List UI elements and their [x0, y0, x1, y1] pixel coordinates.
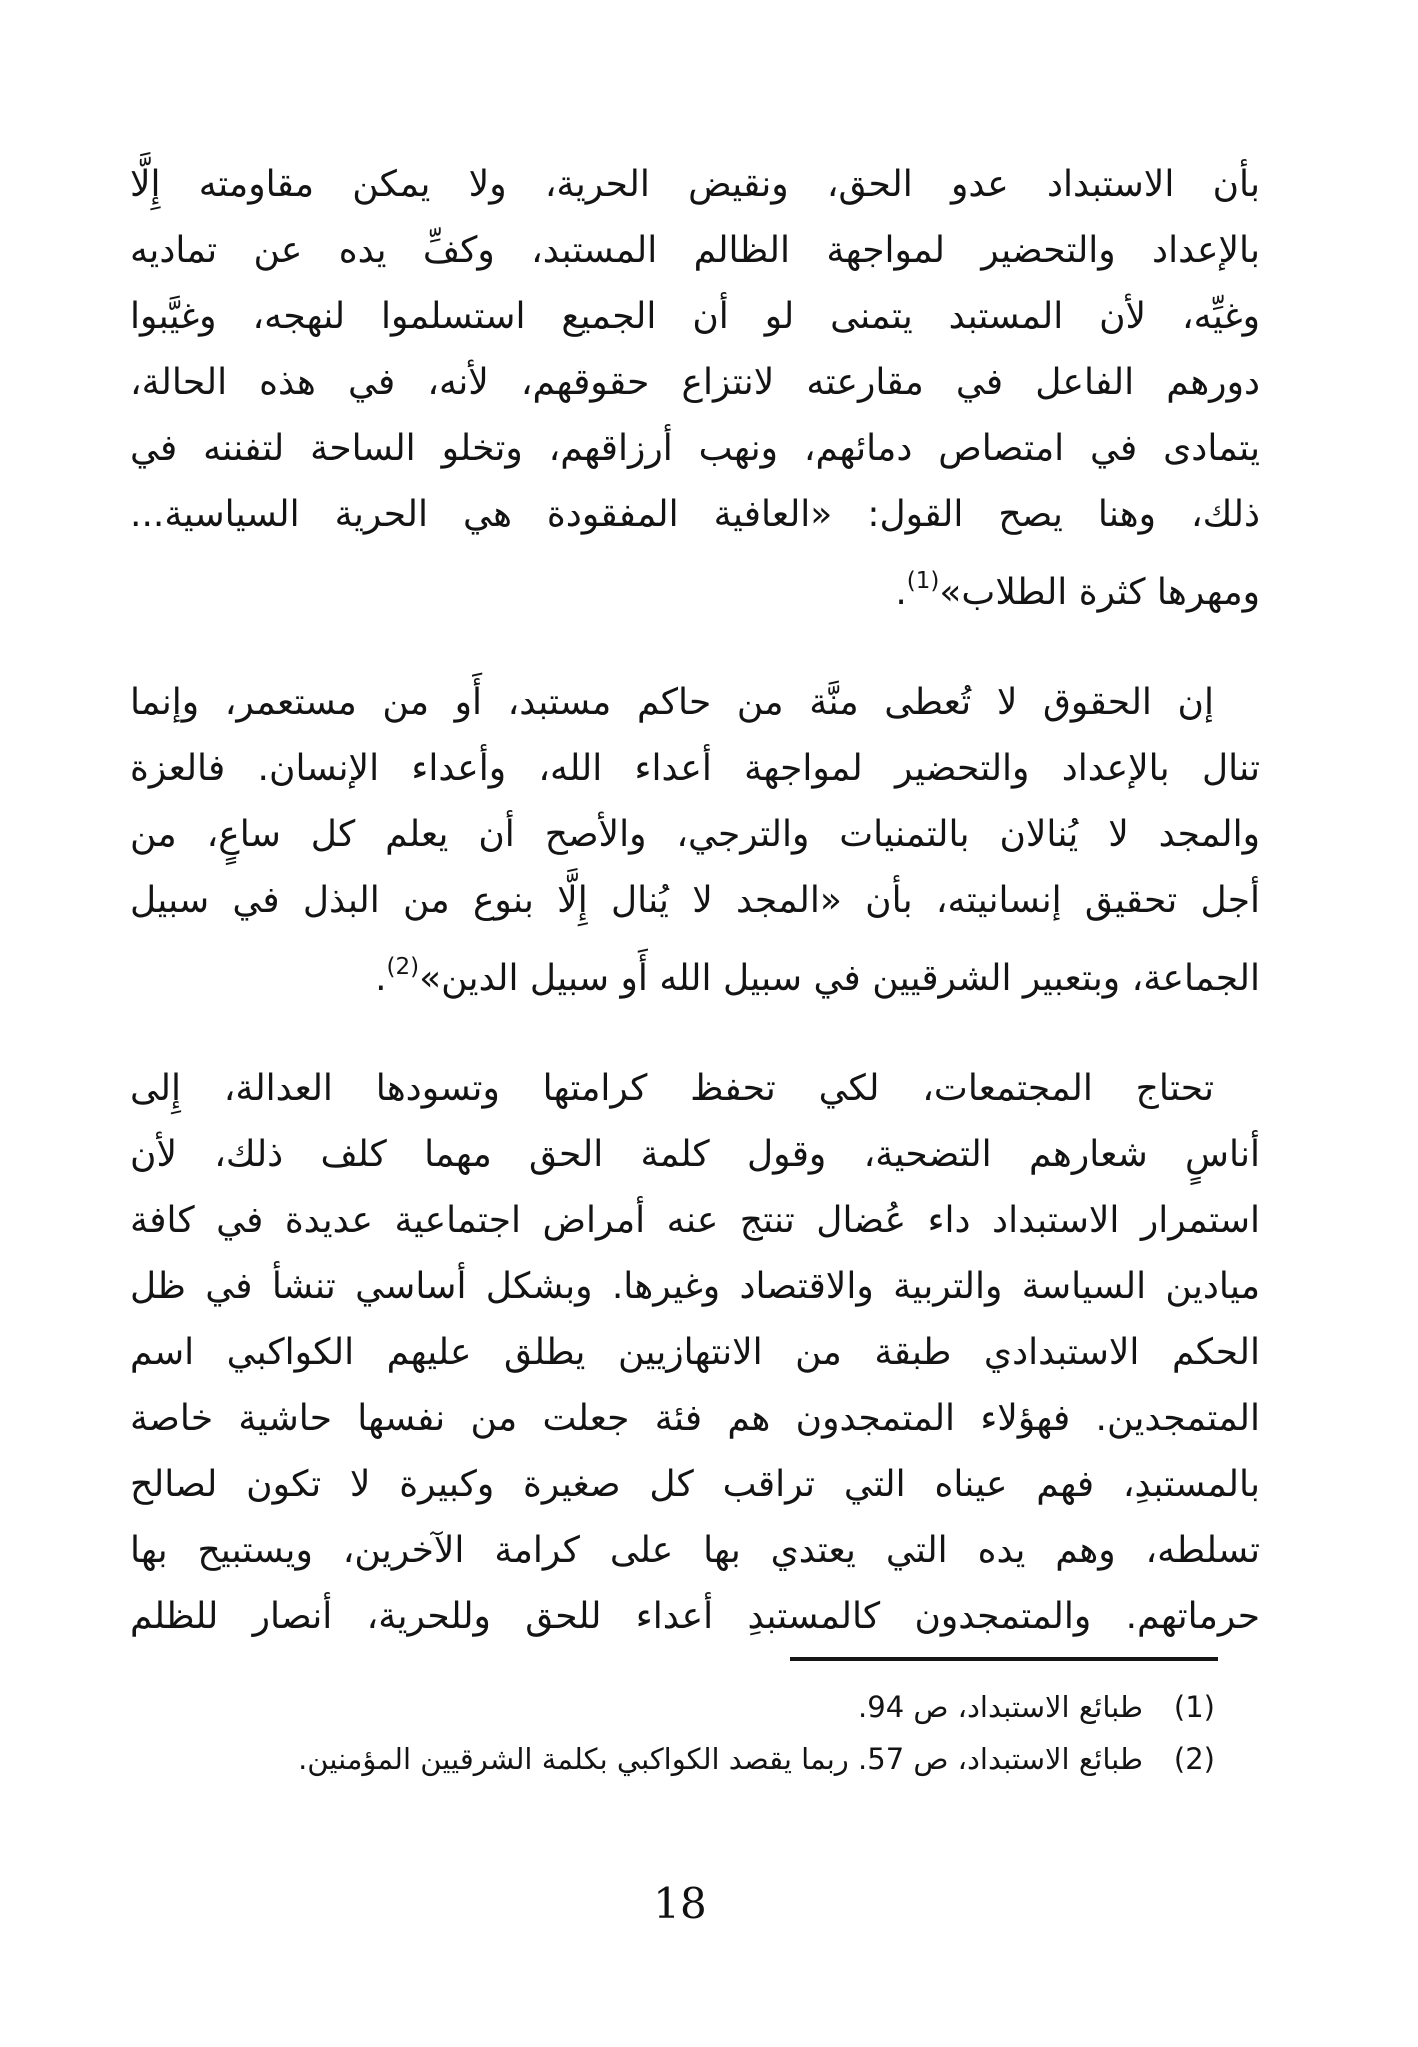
- footnote-number: (2): [1173, 1742, 1215, 1776]
- text-line: ميادين السياسة والتربية والاقتصاد وغيرها. وبشكل أساسي تنشأ في ظل: [130, 1266, 1260, 1307]
- text-line: والمجد لا يُنالان بالتمنيات والترجي، والأصح أن يعلم كل ساعٍ، من: [130, 814, 1260, 855]
- text-line: الحكم الاستبدادي طبقة من الانتهازيين يطلق عليهم الكواكبي اسم: [130, 1332, 1260, 1373]
- text-line: وغيِّه، لأن المستبد يتمنى لو أن الجميع استسلموا لنهجه، وغيَّبوا: [130, 296, 1260, 337]
- last-line-text: ومهرها كثرة الطلاب»: [939, 572, 1260, 613]
- footnote-text: طبائع الاستبداد، ص 57. ربما يقصد الكواكبي بكلمة الشرقيين المؤمنين.: [298, 1742, 1143, 1776]
- paragraph-1: [130, 152, 1260, 626]
- text-line: تسلطه، وهم يده التي يعتدي بها على كرامة الآخرين، ويستبيح بها: [130, 1530, 1260, 1571]
- text-line: بالمستبدِ، فهم عيناه التي تراقب كل صغيرة وكبيرة لا تكون لصالح: [130, 1464, 1260, 1505]
- text-line: تحتاج المجتمعات، لكي تحفظ كرامتها وتسودها العدالة، إِلى: [130, 1068, 1214, 1109]
- footnote-1: [130, 1681, 1260, 1733]
- last-line-text: الجماعة، وبتعبير الشرقيين في سبيل الله أَو سبيل الدين»: [419, 958, 1260, 999]
- text-line: ذلك، وهنا يصح القول: «العافية المفقودة هي الحرية السياسية...: [130, 494, 1260, 535]
- footnote-ref-2: (2): [386, 954, 420, 980]
- text-line: إن الحقوق لا تُعطى منَّة من حاكم مستبد، أَو من مستعمر، وإنما: [130, 682, 1214, 723]
- text-line: [130, 934, 1260, 1012]
- text-line: يتمادى في امتصاص دمائهم، ونهب أرزاقهم، وتخلو الساحة لتفننه في: [130, 428, 1260, 469]
- footnote-text: طبائع الاستبداد، ص 94.: [858, 1690, 1143, 1724]
- body-text: [130, 152, 1260, 1650]
- sentence-period: .: [895, 572, 907, 613]
- paragraph-2: [130, 670, 1260, 1012]
- paragraph-3: [130, 1056, 1260, 1650]
- footnote-number: (1): [1173, 1690, 1215, 1724]
- text-line: [130, 548, 1260, 626]
- text-line: استمرار الاستبداد داء عُضال تنتج عنه أمراض اجتماعية عديدة في كافة: [130, 1200, 1260, 1241]
- footnotes-section: [130, 1657, 1260, 1785]
- text-line: تنال بالإعداد والتحضير لمواجهة أعداء الله، وأعداء الإنسان. فالعزة: [130, 748, 1260, 789]
- footnote-ref-1: (1): [906, 568, 940, 594]
- footnote-separator: [790, 1657, 1218, 1661]
- text-line: دورهم الفاعل في مقارعته لانتزاع حقوقهم، لأنه، في هذه الحالة،: [130, 362, 1260, 403]
- text-line: بأن الاستبداد عدو الحق، ونقيض الحرية، ولا يمكن مقاومته إِلَّا: [130, 164, 1260, 205]
- sentence-period: .: [375, 958, 387, 999]
- text-line: المتمجدين. فهؤلاء المتمجدون هم فئة جعلت من نفسها حاشية خاصة: [130, 1398, 1260, 1439]
- text-line: حرماتهم. والمتمجدون كالمستبدِ أعداء للحق وللحرية، أنصار للظلم: [130, 1596, 1260, 1637]
- page-number: 18: [653, 1879, 707, 1928]
- footnote-2: [130, 1733, 1260, 1785]
- text-line: أناسٍ شعارهم التضحية، وقول كلمة الحق مهما كلف ذلك، لأن: [130, 1134, 1260, 1175]
- text-line: بالإعداد والتحضير لمواجهة الظالم المستبد، وكفِّ يده عن تماديه: [130, 230, 1260, 271]
- text-line: أجل تحقيق إنسانيته، بأن «المجد لا يُنال إِلَّا بنوع من البذل في سبيل: [130, 880, 1260, 921]
